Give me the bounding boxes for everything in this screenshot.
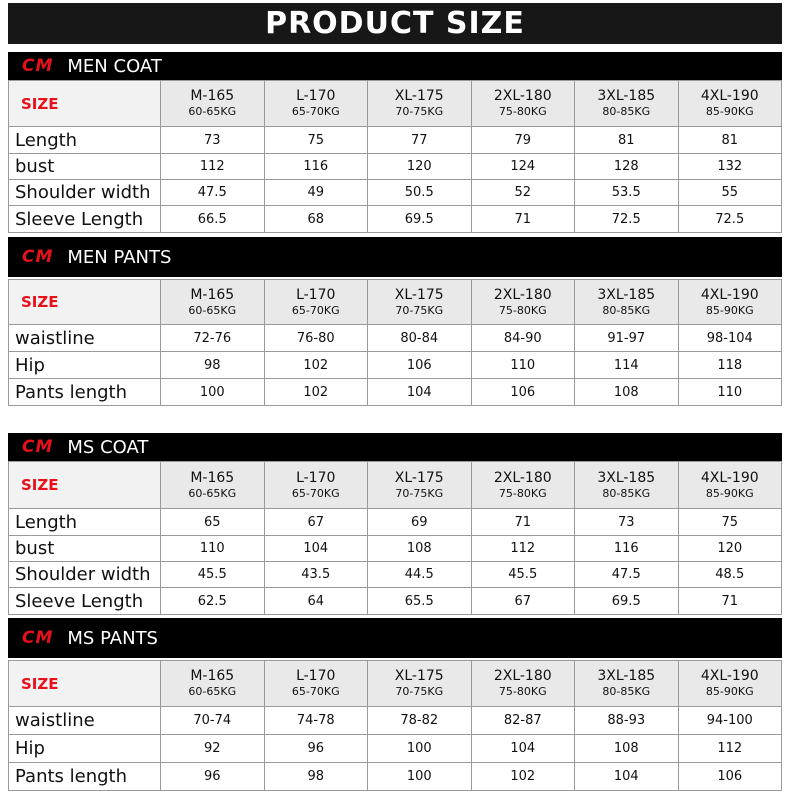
size-weight: 80-85KG <box>602 303 651 317</box>
row-label: bust <box>9 154 161 180</box>
size-column-header <box>161 661 265 707</box>
table-cell: 81 <box>678 127 782 154</box>
row-label: waistline <box>9 707 161 735</box>
size-name: 3XL-185 <box>597 88 656 104</box>
table-row <box>9 707 782 735</box>
table-cell: 49 <box>264 180 368 206</box>
table-cell: 100 <box>368 735 472 763</box>
table-cell: 104 <box>471 735 575 763</box>
table-cell: 96 <box>161 763 265 791</box>
table-cell: 65.5 <box>368 588 472 615</box>
table-cell: 96 <box>264 735 368 763</box>
section-title: MEN PANTS <box>67 246 172 268</box>
row-label: Shoulder width <box>9 562 161 588</box>
table-cell: 120 <box>678 536 782 562</box>
size-column-header <box>264 462 368 509</box>
size-column-header <box>264 280 368 325</box>
size-column-header <box>161 280 265 325</box>
size-header-row <box>9 81 782 127</box>
table-cell: 94-100 <box>678 707 782 735</box>
section-title: MS PANTS <box>67 627 158 649</box>
table-cell: 53.5 <box>575 180 679 206</box>
size-weight: 85-90KG <box>705 685 754 698</box>
size-weight: 70-75KG <box>395 105 444 118</box>
size-column-header <box>575 462 679 509</box>
table-row <box>9 509 782 536</box>
section-title: MS COAT <box>67 436 149 458</box>
size-weight: 80-85KG <box>602 105 651 118</box>
size-header-row <box>9 462 782 509</box>
row-label: Sleeve Length <box>9 588 161 615</box>
size-weight: 75-80KG <box>498 105 547 118</box>
size-name: 3XL-185 <box>597 469 656 486</box>
table-cell: 64 <box>264 588 368 615</box>
size-column-header <box>575 280 679 325</box>
row-label: Length <box>9 127 161 154</box>
table-cell: 106 <box>471 379 575 406</box>
table-cell: 72-76 <box>161 325 265 352</box>
size-column-header <box>471 81 575 127</box>
table-row <box>9 763 782 791</box>
size-name: L-170 <box>296 286 336 303</box>
table-cell: 106 <box>678 763 782 791</box>
size-weight: 75-80KG <box>498 486 547 500</box>
table-cell: 84-90 <box>471 325 575 352</box>
section-header-ms-coat <box>8 433 782 461</box>
table-cell: 71 <box>471 509 575 536</box>
size-weight: 75-80KG <box>498 303 547 317</box>
size-name: 2XL-180 <box>493 88 552 104</box>
size-column-header <box>161 462 265 509</box>
row-label: waistline <box>9 325 161 352</box>
size-column-header <box>471 280 575 325</box>
size-label: SIZE <box>9 462 161 509</box>
row-label: Sleeve Length <box>9 206 161 233</box>
table-cell: 72.5 <box>678 206 782 233</box>
table-row <box>9 735 782 763</box>
size-column-header <box>575 81 679 127</box>
size-table-men-pants <box>8 279 782 406</box>
table-cell: 98 <box>161 352 265 379</box>
size-weight: 60-65KG <box>188 105 237 118</box>
table-cell: 75 <box>678 509 782 536</box>
table-cell: 112 <box>161 154 265 180</box>
size-table-ms-pants <box>8 660 782 791</box>
table-cell: 69 <box>368 509 472 536</box>
table-cell: 76-80 <box>264 325 368 352</box>
row-label: Shoulder width <box>9 180 161 206</box>
size-name: 2XL-180 <box>493 286 552 303</box>
size-weight: 70-75KG <box>395 303 444 317</box>
table-cell: 65 <box>161 509 265 536</box>
row-label: Pants length <box>9 379 161 406</box>
table-cell: 66.5 <box>161 206 265 233</box>
table-row <box>9 325 782 352</box>
size-name: M-165 <box>190 286 235 303</box>
size-column-header <box>678 661 782 707</box>
section-title: MEN COAT <box>67 55 162 77</box>
table-cell: 106 <box>368 352 472 379</box>
table-cell: 75 <box>264 127 368 154</box>
size-weight: 70-75KG <box>395 486 444 500</box>
size-weight: 60-65KG <box>188 303 237 317</box>
brand-logo: CM <box>22 56 54 76</box>
table-row <box>9 536 782 562</box>
table-cell: 74-78 <box>264 707 368 735</box>
size-weight: 70-75KG <box>395 685 444 698</box>
table-cell: 104 <box>575 763 679 791</box>
table-cell: 80-84 <box>368 325 472 352</box>
table-cell: 100 <box>368 763 472 791</box>
table-cell: 71 <box>471 206 575 233</box>
page-title: PRODUCT SIZE <box>8 3 782 44</box>
size-name: 3XL-185 <box>597 668 656 684</box>
table-cell: 104 <box>264 536 368 562</box>
size-column-header <box>678 280 782 325</box>
brand-logo: CM <box>22 437 54 457</box>
row-label: Pants length <box>9 763 161 791</box>
table-cell: 116 <box>264 154 368 180</box>
size-name: XL-175 <box>394 286 444 303</box>
size-column-header <box>368 280 472 325</box>
table-cell: 69.5 <box>575 588 679 615</box>
table-cell: 67 <box>471 588 575 615</box>
table-cell: 132 <box>678 154 782 180</box>
table-cell: 77 <box>368 127 472 154</box>
row-label: Hip <box>9 352 161 379</box>
size-name: M-165 <box>190 469 235 486</box>
table-cell: 81 <box>575 127 679 154</box>
size-weight: 60-65KG <box>188 486 237 500</box>
table-cell: 62.5 <box>161 588 265 615</box>
table-row <box>9 154 782 180</box>
table-cell: 91-97 <box>575 325 679 352</box>
table-row <box>9 352 782 379</box>
table-cell: 104 <box>368 379 472 406</box>
table-cell: 124 <box>471 154 575 180</box>
row-label: Hip <box>9 735 161 763</box>
size-label: SIZE <box>9 661 161 707</box>
size-column-header <box>471 661 575 707</box>
table-cell: 120 <box>368 154 472 180</box>
table-cell: 48.5 <box>678 562 782 588</box>
table-cell: 88-93 <box>575 707 679 735</box>
size-name: 2XL-180 <box>493 668 552 684</box>
size-header-row <box>9 661 782 707</box>
size-weight: 85-90KG <box>705 105 754 118</box>
size-weight: 85-90KG <box>705 303 754 317</box>
section-header-men-coat <box>8 52 782 80</box>
size-header-row <box>9 280 782 325</box>
table-cell: 98-104 <box>678 325 782 352</box>
section-header-ms-pants <box>8 618 782 658</box>
size-label: SIZE <box>9 280 161 325</box>
size-column-header <box>368 661 472 707</box>
size-table-ms-coat <box>8 461 782 615</box>
size-column-header <box>264 81 368 127</box>
size-table-men-coat <box>8 80 782 233</box>
table-cell: 73 <box>575 509 679 536</box>
size-weight: 65-70KG <box>291 685 340 698</box>
size-name: 4XL-190 <box>700 469 759 486</box>
size-weight: 60-65KG <box>188 685 237 698</box>
size-weight: 65-70KG <box>291 486 340 500</box>
table-cell: 108 <box>575 379 679 406</box>
size-weight: 65-70KG <box>291 303 340 317</box>
table-row <box>9 588 782 615</box>
size-column-header <box>678 462 782 509</box>
size-name: XL-175 <box>394 88 444 104</box>
table-cell: 47.5 <box>575 562 679 588</box>
table-cell: 79 <box>471 127 575 154</box>
table-cell: 45.5 <box>471 562 575 588</box>
table-cell: 110 <box>471 352 575 379</box>
brand-logo: CM <box>22 247 54 267</box>
table-cell: 47.5 <box>161 180 265 206</box>
table-cell: 100 <box>161 379 265 406</box>
size-column-header <box>368 462 472 509</box>
table-cell: 110 <box>678 379 782 406</box>
table-row <box>9 379 782 406</box>
table-cell: 82-87 <box>471 707 575 735</box>
size-name: 2XL-180 <box>493 469 552 486</box>
size-weight: 65-70KG <box>291 105 340 118</box>
table-cell: 68 <box>264 206 368 233</box>
table-cell: 92 <box>161 735 265 763</box>
size-column-header <box>575 661 679 707</box>
table-cell: 110 <box>161 536 265 562</box>
size-name: 3XL-185 <box>597 286 656 303</box>
row-label: Length <box>9 509 161 536</box>
size-name: M-165 <box>190 668 235 684</box>
table-cell: 43.5 <box>264 562 368 588</box>
table-cell: 78-82 <box>368 707 472 735</box>
size-name: L-170 <box>296 668 336 684</box>
table-cell: 45.5 <box>161 562 265 588</box>
table-cell: 118 <box>678 352 782 379</box>
size-column-header <box>161 81 265 127</box>
table-cell: 71 <box>678 588 782 615</box>
size-name: 4XL-190 <box>700 286 759 303</box>
table-cell: 102 <box>264 352 368 379</box>
size-name: 4XL-190 <box>700 88 759 104</box>
size-name: XL-175 <box>394 668 444 684</box>
section-header-men-pants <box>8 237 782 277</box>
table-cell: 69.5 <box>368 206 472 233</box>
size-name: 4XL-190 <box>700 668 759 684</box>
table-cell: 52 <box>471 180 575 206</box>
table-cell: 50.5 <box>368 180 472 206</box>
table-cell: 114 <box>575 352 679 379</box>
size-weight: 75-80KG <box>498 685 547 698</box>
brand-logo: CM <box>22 628 54 648</box>
table-cell: 108 <box>575 735 679 763</box>
size-weight: 85-90KG <box>705 486 754 500</box>
size-name: XL-175 <box>394 469 444 486</box>
table-cell: 112 <box>471 536 575 562</box>
table-cell: 70-74 <box>161 707 265 735</box>
size-name: L-170 <box>296 469 336 486</box>
size-column-header <box>264 661 368 707</box>
table-cell: 72.5 <box>575 206 679 233</box>
table-cell: 108 <box>368 536 472 562</box>
table-cell: 44.5 <box>368 562 472 588</box>
table-cell: 128 <box>575 154 679 180</box>
table-cell: 67 <box>264 509 368 536</box>
table-cell: 116 <box>575 536 679 562</box>
table-cell: 102 <box>264 379 368 406</box>
size-column-header <box>471 462 575 509</box>
size-column-header <box>368 81 472 127</box>
table-row <box>9 562 782 588</box>
table-cell: 112 <box>678 735 782 763</box>
table-cell: 55 <box>678 180 782 206</box>
size-name: M-165 <box>190 88 235 104</box>
size-weight: 80-85KG <box>602 486 651 500</box>
row-label: bust <box>9 536 161 562</box>
table-cell: 73 <box>161 127 265 154</box>
table-row <box>9 206 782 233</box>
table-row <box>9 180 782 206</box>
size-name: L-170 <box>296 88 336 104</box>
table-cell: 102 <box>471 763 575 791</box>
table-row <box>9 127 782 154</box>
size-column-header <box>678 81 782 127</box>
table-cell: 98 <box>264 763 368 791</box>
size-weight: 80-85KG <box>602 685 651 698</box>
size-label: SIZE <box>9 81 161 127</box>
